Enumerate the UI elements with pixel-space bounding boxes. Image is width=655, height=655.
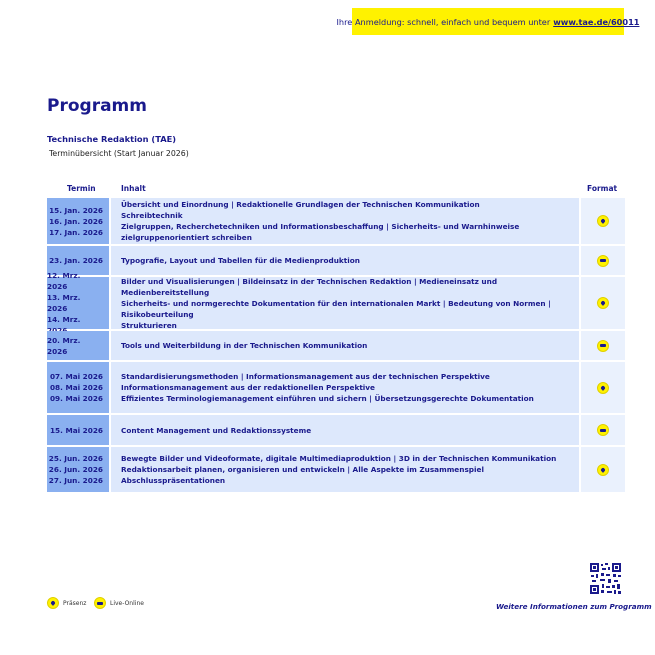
location-pin-icon: [597, 297, 609, 309]
row-date: 15. Jan. 2026: [49, 205, 103, 215]
row-date: 17. Jan. 2026: [49, 227, 103, 237]
location-pin-icon: [597, 215, 609, 227]
schedule-row: [47, 198, 625, 246]
row-dates: [47, 447, 109, 492]
row-date: 20. Mrz. 2026: [47, 335, 81, 356]
row-format: [581, 447, 625, 492]
row-topic: Zielgruppen, Recherchetechniken und Informationsbeschaffung | Sicherheits- und Warnhinweise zielgruppenorientiert schreiben: [121, 222, 520, 242]
row-content: [111, 246, 579, 275]
row-date: 27. Jun. 2026: [48, 476, 103, 485]
more-info-link[interactable]: Weitere Informationen zum Programm: [496, 602, 652, 611]
row-date: 25. Jun. 2026: [48, 454, 103, 463]
legend-praesenz: [47, 597, 86, 609]
row-topic: Sicherheits- und normgerechte Dokumentation für den internationalen Markt | Bedeutung von Normen | Risikobeurteilung: [121, 298, 551, 319]
row-dates: [47, 415, 109, 445]
header-date: Termin: [67, 184, 96, 193]
row-date: 15. Mai 2026: [49, 425, 103, 435]
row-format: [581, 198, 625, 244]
row-topic: Effizientes Terminologiemanagement einführen und sichern | Übersetzungsgerechte Dokumentation: [121, 394, 534, 403]
row-topic: Schreibtechnik: [121, 211, 183, 220]
camera-icon: [597, 424, 609, 436]
legend-online: [94, 597, 144, 609]
row-format: [581, 246, 625, 275]
row-dates: [47, 362, 109, 413]
row-topic: Content Management und Redaktionssysteme: [121, 425, 312, 435]
qr-code-icon[interactable]: [589, 562, 622, 595]
row-date: 16. Jan. 2026: [49, 216, 103, 226]
schedule-overview: Terminübersicht (Start Januar 2026): [49, 149, 189, 158]
camera-icon: [597, 340, 609, 352]
schedule-row: [47, 271, 625, 331]
legend-online-label: Live-Online: [110, 599, 144, 607]
row-dates: [47, 198, 109, 244]
location-pin-icon: [47, 597, 59, 609]
row-content: [111, 331, 579, 360]
row-format: [581, 277, 625, 329]
schedule-row: [47, 331, 625, 362]
row-date: 09. Mai 2026: [49, 394, 103, 403]
page-title: Programm: [47, 96, 147, 116]
row-topic: Strukturieren: [121, 320, 177, 330]
row-date: 14. Mrz.: [47, 315, 81, 324]
schedule-row: [47, 362, 625, 415]
header-content: Inhalt: [121, 184, 146, 193]
registration-link[interactable]: www.tae.de/60011: [553, 16, 640, 27]
row-content: [111, 415, 579, 445]
course-subtitle: Technische Redaktion (TAE): [47, 134, 177, 144]
row-format: [581, 415, 625, 445]
banner-text: Ihre Anmeldung: schnell, einfach und bequem unter: [336, 16, 551, 27]
camera-icon: [597, 255, 609, 267]
schedule-row: [47, 447, 625, 494]
row-topic: Bilder und Visualisierungen | Bildeinsatz in der Technischen Redaktion | Medieneinsatz und Medienbereitstellung: [121, 276, 498, 297]
row-date: 26. Jun. 2026: [48, 465, 103, 474]
location-pin-icon: [597, 382, 609, 394]
row-format: [581, 362, 625, 413]
row-content: [111, 198, 579, 244]
row-content: [111, 277, 579, 329]
row-topic: Übersicht und Einordnung | Redaktionelle Grundlagen der Technischen Kommunikation: [121, 200, 480, 209]
row-topic: Typografie, Layout und Tabellen für die Medienproduktion: [121, 256, 360, 265]
schedule-row: [47, 415, 625, 447]
row-topic: Informationsmanagement aus der redaktionellen Perspektive: [121, 383, 376, 392]
row-date: 08. Mai 2026: [49, 383, 103, 392]
row-content: [111, 447, 579, 492]
location-pin-icon: [597, 464, 609, 476]
schedule-row: [47, 246, 625, 277]
row-dates: [47, 271, 109, 329]
row-content: [111, 362, 579, 413]
row-topic: Tools und Weiterbildung in der Technischen Kommunikation: [121, 341, 368, 350]
row-date: 23. Jan. 2026: [49, 256, 103, 265]
row-dates: [47, 331, 109, 360]
row-date: 13. Mrz. 2026: [47, 293, 81, 313]
row-date: 07. Mai 2026: [49, 372, 103, 381]
row-topic: Bewegte Bilder und Videoformate, digitale Multimediaproduktion | 3D in der Technischen Kommunikation: [121, 454, 557, 463]
header-format: Format: [587, 184, 618, 193]
row-format: [581, 331, 625, 360]
row-topic: Abschlusspräsentationen: [121, 476, 226, 485]
camera-icon: [94, 597, 106, 609]
schedule-table: [47, 198, 625, 494]
row-topic: Standardisierungsmethoden | Informationsmanagement aus der technischen Perspektive: [121, 372, 490, 381]
legend-praesenz-label: Präsenz: [63, 599, 87, 607]
registration-banner: [336, 8, 640, 35]
row-topic: Redaktionsarbeit planen, organisieren und entwickeln | Alle Aspekte im Zusammenspiel: [121, 465, 484, 474]
row-date: 12. Mrz. 2026: [47, 271, 81, 291]
